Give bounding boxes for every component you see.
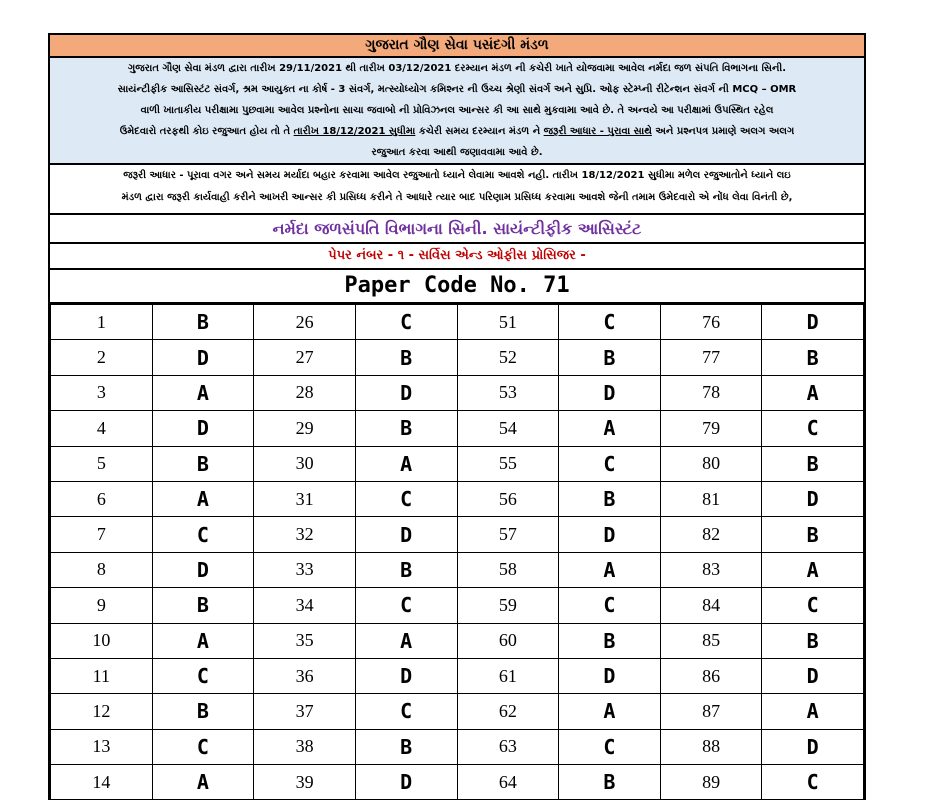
question-number: 33 <box>254 552 356 587</box>
table-row <box>51 765 864 800</box>
question-number: 7 <box>51 517 153 552</box>
answer-option: D <box>762 729 864 764</box>
answer-option: B <box>355 340 457 375</box>
notice-text: અને પ્રશ્નપત્ર પ્રમાણે અલગ અલગ <box>651 126 795 137</box>
question-number: 11 <box>51 658 153 693</box>
answer-option: D <box>355 658 457 693</box>
answer-option: D <box>355 375 457 410</box>
answer-option: A <box>559 552 661 587</box>
question-number: 30 <box>254 446 356 481</box>
answer-option: A <box>355 623 457 658</box>
question-number: 3 <box>51 375 153 410</box>
question-number: 82 <box>660 517 762 552</box>
answer-option: D <box>152 552 254 587</box>
answer-option: B <box>762 623 864 658</box>
question-number: 52 <box>457 340 559 375</box>
answer-option: D <box>355 517 457 552</box>
answer-option: B <box>762 446 864 481</box>
answer-option: D <box>762 658 864 693</box>
answer-option: C <box>559 729 661 764</box>
question-number: 81 <box>660 481 762 516</box>
answer-option: C <box>152 517 254 552</box>
question-number: 64 <box>457 765 559 800</box>
department-title: નર્મદા જળસંપતિ વિભાગના સિની. સાયંન્ટીફીક આસિસ્ટંટ <box>50 215 864 244</box>
question-number: 88 <box>660 729 762 764</box>
answer-option: C <box>559 305 661 340</box>
question-number: 84 <box>660 588 762 623</box>
question-number: 86 <box>660 658 762 693</box>
table-row <box>51 623 864 658</box>
paper-name: પેપર નંબર - ૧ - સર્વિસ એન્ડ ઓફીસ પ્રોસિજર - <box>50 244 864 270</box>
notice-line: મંડળ દ્વારા જરૂરી કાર્યવાહી કરીને આખરી આન્સર કી પ્રસિધ્ધ કરીને તે આધારે ત્યાર બાદ પરિણામ પ્રસિધ્ધ કરવામા આવશે જેની તમામ ઉમેદવારો એ નોંધ લેવા વિનંતી છે, <box>121 192 793 203</box>
answer-option: B <box>355 552 457 587</box>
question-number: 8 <box>51 552 153 587</box>
question-number: 1 <box>51 305 153 340</box>
question-number: 31 <box>254 481 356 516</box>
answer-option: D <box>559 517 661 552</box>
question-number: 13 <box>51 729 153 764</box>
table-row <box>51 552 864 587</box>
notice-line <box>52 121 862 142</box>
answer-option: A <box>559 694 661 729</box>
answer-option: B <box>152 588 254 623</box>
notice-line: સાયંન્ટીફીક આસિસ્ટંટ સંવર્ગ, શ્રમ આયુક્ત ના કોર્ષ - 3 સંવર્ગ, મત્સ્યોધ્યોગ કમિશ્નર ની ઉચ્ચ શ્રેણી સંવર્ગ અને સુપ્રિ. ઓફ સ્ટેમ્પ્ની રીટેન્શન સંવર્ગ ની MCQ – OMR <box>117 84 797 95</box>
answer-option: B <box>559 340 661 375</box>
deadline-date: તારીખ 18/12/2021 સુધીમા <box>293 126 416 137</box>
answer-option: B <box>152 305 254 340</box>
answer-option: C <box>355 694 457 729</box>
answer-option: A <box>152 765 254 800</box>
table-row <box>51 694 864 729</box>
question-number: 36 <box>254 658 356 693</box>
question-number: 56 <box>457 481 559 516</box>
question-number: 32 <box>254 517 356 552</box>
notice-line: વાળી ખાતાકીય પરીક્ષામા પુછવામા આવેલ પ્રશ્નોના સાચા જવાબો ની પ્રોવિઝનલ આન્સર કી આ સાથે મુકવામા આવે છે. તે અન્વયે આ પરીક્ષામાં ઉપસ્થિત રહેલ <box>140 105 774 116</box>
question-number: 39 <box>254 765 356 800</box>
answer-option: D <box>762 305 864 340</box>
answer-option: D <box>559 375 661 410</box>
question-number: 53 <box>457 375 559 410</box>
question-number: 78 <box>660 375 762 410</box>
question-number: 55 <box>457 446 559 481</box>
question-number: 2 <box>51 340 153 375</box>
answer-option: C <box>762 411 864 446</box>
question-number: 5 <box>51 446 153 481</box>
answer-option: B <box>762 517 864 552</box>
answer-option: A <box>152 481 254 516</box>
answer-option: D <box>152 411 254 446</box>
question-number: 79 <box>660 411 762 446</box>
question-number: 80 <box>660 446 762 481</box>
answer-key-sheet <box>48 33 866 800</box>
question-number: 59 <box>457 588 559 623</box>
answer-option: A <box>762 375 864 410</box>
table-row <box>51 481 864 516</box>
table-row <box>51 588 864 623</box>
notice-text: કચેરી સમય દરમ્યાન મંડળ ને <box>415 126 544 137</box>
answer-option: A <box>355 446 457 481</box>
proof-requirement: જરૂરી આધાર - પુરાવા સાથે <box>543 126 652 137</box>
answer-option: A <box>762 552 864 587</box>
question-number: 77 <box>660 340 762 375</box>
answer-option: B <box>152 446 254 481</box>
question-number: 34 <box>254 588 356 623</box>
question-number: 26 <box>254 305 356 340</box>
answer-option: B <box>559 765 661 800</box>
answer-option: C <box>152 729 254 764</box>
answer-option: B <box>559 481 661 516</box>
answer-option: C <box>355 588 457 623</box>
question-number: 60 <box>457 623 559 658</box>
question-number: 27 <box>254 340 356 375</box>
answer-option: D <box>559 658 661 693</box>
question-number: 29 <box>254 411 356 446</box>
question-number: 35 <box>254 623 356 658</box>
table-row <box>51 375 864 410</box>
board-title: ગુજરાત ગૌણ સેવા પસંદગી મંડળ <box>50 35 864 58</box>
question-number: 6 <box>51 481 153 516</box>
answer-option: A <box>559 411 661 446</box>
answer-option: B <box>355 729 457 764</box>
question-number: 85 <box>660 623 762 658</box>
answer-option: C <box>559 446 661 481</box>
answer-option: D <box>355 765 457 800</box>
answer-option: C <box>355 481 457 516</box>
notice-line: જરૂરી આધાર - પૂરાવા વગર અને સમય મર્યાદા બહાર કરવામા આવેલ રજુઆતો ધ્યાને લેવામા આવશે નહી. તારીખ 18/12/2021 સુધીમા મળેલ રજુઆતોને ધ્યાને લઇ <box>123 170 791 181</box>
notice-block-2 <box>50 165 864 215</box>
answer-option: B <box>762 340 864 375</box>
table-row <box>51 729 864 764</box>
notice-line: રજુઆત કરવા આથી જણાવવામા આવે છે. <box>371 147 543 158</box>
table-row <box>51 658 864 693</box>
question-number: 58 <box>457 552 559 587</box>
question-number: 12 <box>51 694 153 729</box>
answer-option: C <box>152 658 254 693</box>
answer-option: A <box>152 375 254 410</box>
table-row <box>51 340 864 375</box>
question-number: 38 <box>254 729 356 764</box>
question-number: 10 <box>51 623 153 658</box>
answer-option: C <box>559 588 661 623</box>
question-number: 4 <box>51 411 153 446</box>
answer-option: D <box>152 340 254 375</box>
question-number: 37 <box>254 694 356 729</box>
question-number: 51 <box>457 305 559 340</box>
question-number: 57 <box>457 517 559 552</box>
question-number: 9 <box>51 588 153 623</box>
question-number: 61 <box>457 658 559 693</box>
question-number: 63 <box>457 729 559 764</box>
answer-option: A <box>762 694 864 729</box>
question-number: 87 <box>660 694 762 729</box>
answer-table <box>50 304 864 800</box>
answer-option: B <box>152 694 254 729</box>
question-number: 62 <box>457 694 559 729</box>
table-row <box>51 517 864 552</box>
answer-option: D <box>762 481 864 516</box>
question-number: 54 <box>457 411 559 446</box>
question-number: 89 <box>660 765 762 800</box>
answer-option: B <box>559 623 661 658</box>
question-number: 14 <box>51 765 153 800</box>
table-row <box>51 411 864 446</box>
answer-option: C <box>355 305 457 340</box>
question-number: 76 <box>660 305 762 340</box>
answer-option: C <box>762 588 864 623</box>
paper-code: Paper Code No. 71 <box>50 270 864 304</box>
notice-block <box>50 58 864 165</box>
question-number: 83 <box>660 552 762 587</box>
question-number: 28 <box>254 375 356 410</box>
table-row <box>51 446 864 481</box>
notice-line: ગુજરાત ગૌણ સેવા મંડળ દ્વારા તારીખ 29/11/2021 થી તારીખ 03/12/2021 દરમ્યાન મંડળ ની કચેરી ખાતે યોજવામા આવેલ નર્મદા જળ સંપતિ વિભાગના સિની. <box>127 63 787 74</box>
table-row <box>51 305 864 340</box>
notice-text: ઉમેદવારો તરફથી કોઇ રજુઆત હોય તો તે <box>119 126 294 137</box>
answer-option: A <box>152 623 254 658</box>
answer-option: B <box>355 411 457 446</box>
answer-option: C <box>762 765 864 800</box>
